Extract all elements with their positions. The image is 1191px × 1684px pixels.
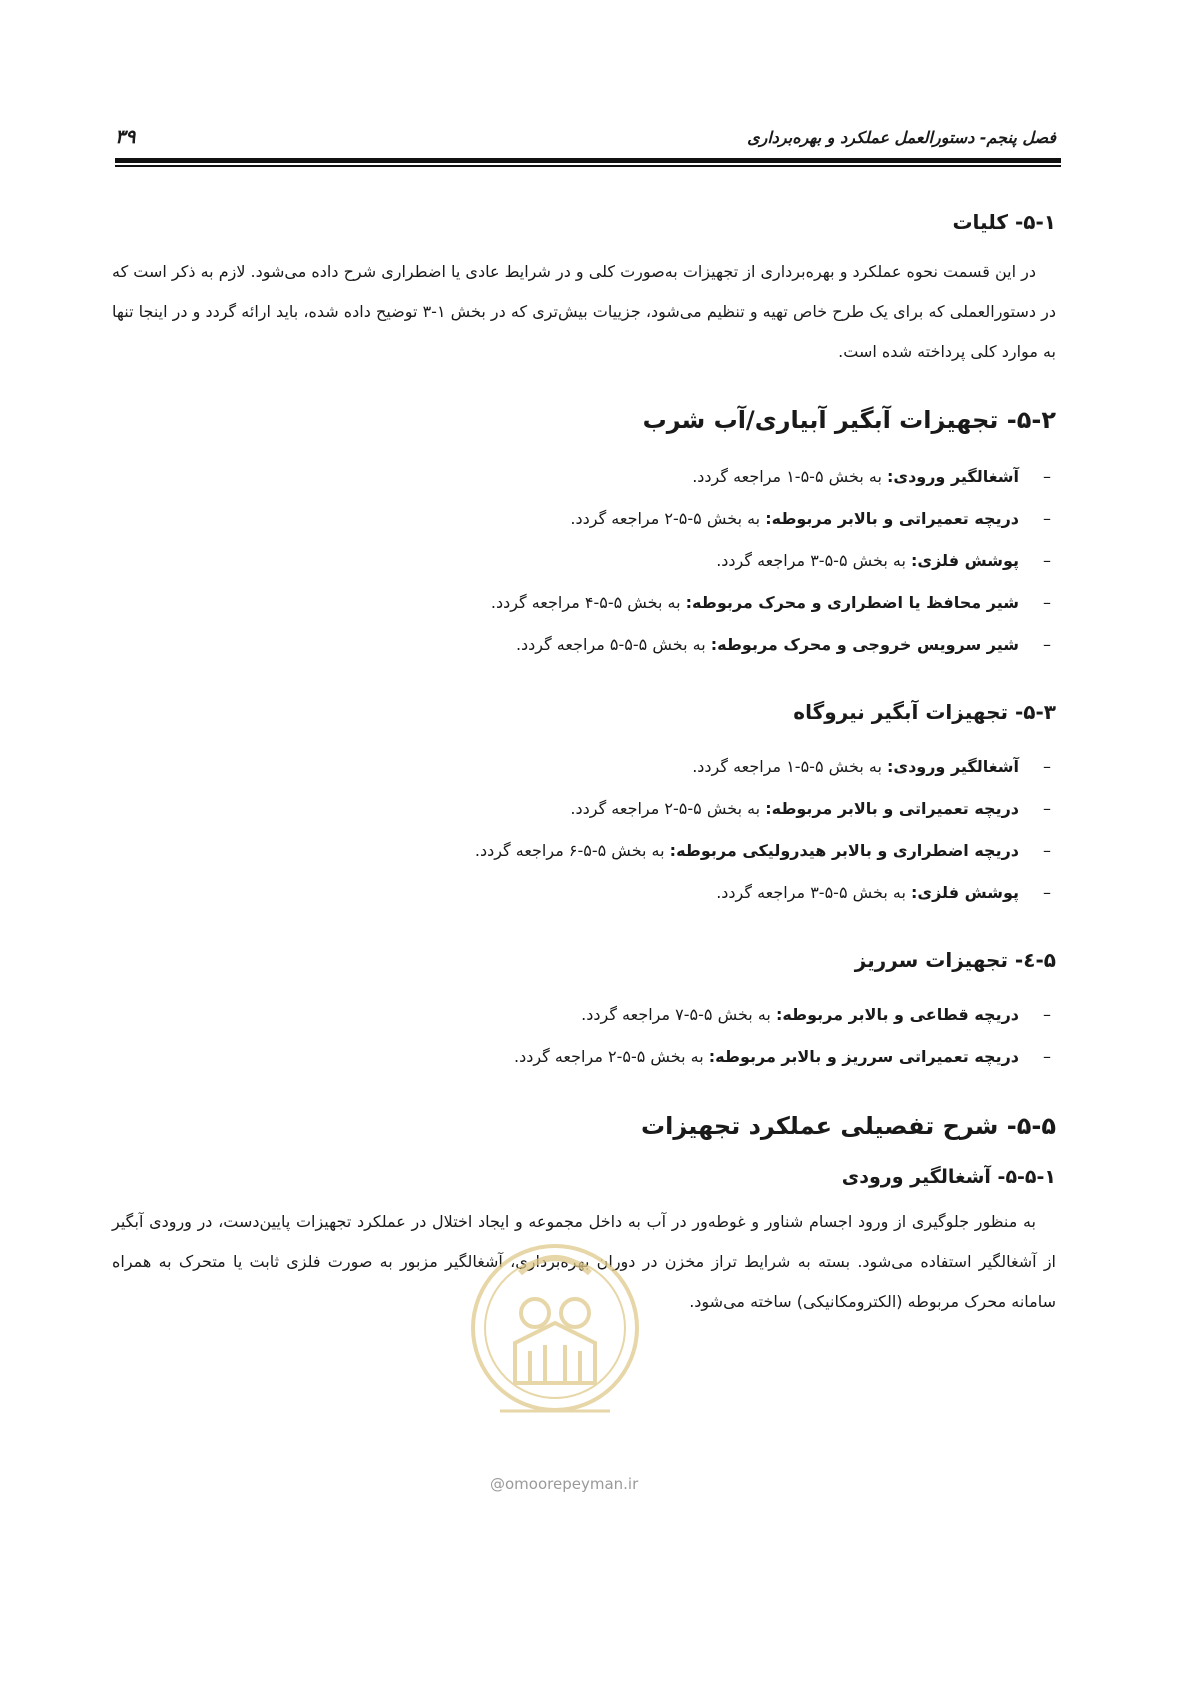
subsection-5-5-1-paragraph: به منظور جلوگیری از ورود اجسام شناور و غوطه‌ور در آب به داخل مجموعه و ایجاد اختلال در عملکرد تجهیزات پایین‌دست، در ورودی آبگیر از آشغالگیر استفاده می‌شود. بسته به شرایط تراز مخزن در دوران بهره‌برداری، آشغالگیر مزبور به صورت فلزی ثابت یا متحرک به همراه سامانه محرک مربوطه (الکترومکانیکی) ساخته می‌شود.: [112, 1212, 1056, 1311]
list-item-term: شیر سرویس خروجی و محرک مربوطه:: [710, 635, 1019, 654]
list-item-text: به بخش ۵-۵-۱ مراجعه گردد.: [692, 757, 887, 776]
list-item: [112, 830, 1051, 872]
list-item: [112, 456, 1051, 498]
dash-bullet: –: [1043, 1047, 1051, 1066]
list-item-text: به بخش ۵-۵-۳ مراجعه گردد.: [716, 883, 912, 902]
section-5-2-list: [112, 456, 1056, 666]
list-item-term: دریچه تعمیراتی و بالابر مربوطه:: [765, 799, 1019, 818]
list-item-text: به بخش ۵-۵-۲ مراجعه گردد.: [513, 1047, 709, 1066]
dash-bullet: –: [1043, 1005, 1051, 1024]
dash-bullet: –: [1043, 757, 1051, 776]
list-item: [112, 994, 1051, 1036]
dash-bullet: –: [1043, 551, 1051, 570]
list-item: [112, 582, 1051, 624]
dash-bullet: –: [1043, 799, 1051, 818]
section-heading-5-3: ۵-۳- تجهیزات آبگیر نیروگاه: [793, 700, 1056, 724]
section-heading-5-1: ۵-۱- کلیات: [952, 210, 1056, 234]
dash-bullet: –: [1043, 841, 1051, 860]
list-item: [112, 1036, 1051, 1078]
dash-bullet: –: [1043, 593, 1051, 612]
section-5-1-paragraph: در این قسمت نحوه عملکرد و بهره‌برداری از تجهیزات به‌صورت کلی و در شرایط عادی یا اضطراری شرح داده می‌شود. لازم به ذکر است که در دستورالعملی که برای یک طرح خاص تهیه و تنظیم می‌شود، جزییات بیش‌تری که در بخش ۱-۳ توضیح داده شده، باید ارائه گردد و در اینجا تنها به موارد کلی پرداخته شده است.: [112, 262, 1057, 361]
list-item: [112, 498, 1051, 540]
seal-watermark-icon: [460, 1233, 650, 1453]
page-body: [112, 210, 1056, 1322]
section-heading-5-5: ۵-۵- شرح تفصیلی عملکرد تجهیزات: [641, 1112, 1056, 1140]
list-item-text: به بخش ۵-۵-۳ مراجعه گردد.: [716, 551, 912, 570]
list-item-text: به بخش ۵-۵-۵ مراجعه گردد.: [515, 635, 711, 654]
list-item-text: به بخش ۵-۵-۷ مراجعه گردد.: [581, 1005, 776, 1024]
section-5-4-list: [112, 994, 1056, 1078]
list-item: [112, 872, 1051, 914]
list-item-term: پوشش فلزی:: [911, 883, 1019, 902]
list-item: [112, 624, 1051, 666]
dash-bullet: –: [1043, 509, 1051, 528]
list-item-term: دریچه تعمیراتی و بالابر مربوطه:: [765, 509, 1019, 528]
page-number: ۳۹: [115, 126, 136, 148]
dash-bullet: –: [1043, 467, 1051, 486]
list-item-term: آشغالگیر ورودی:: [887, 757, 1019, 776]
list-item-term: دریچه قطاعی و بالابر مربوطه:: [775, 1005, 1019, 1024]
section-heading-5-4: ۵-٤- تجهیزات سرریز: [854, 948, 1056, 972]
header-rule-thin: [115, 165, 1061, 167]
list-item-term: دریچه اضطراری و بالابر هیدرولیکی مربوطه:: [669, 841, 1019, 860]
list-item-term: شیر محافظ یا اضطراری و محرک مربوطه:: [685, 593, 1019, 612]
list-item-term: پوشش فلزی:: [911, 551, 1019, 570]
list-item-text: به بخش ۵-۵-۲ مراجعه گردد.: [570, 509, 766, 528]
list-item-term: آشغالگیر ورودی:: [887, 467, 1019, 486]
watermark-url: @omoorepeyman.ir: [490, 1475, 639, 1493]
list-item: [112, 746, 1051, 788]
list-item-text: به بخش ۵-۵-۲ مراجعه گردد.: [570, 799, 766, 818]
section-5-3-list: [112, 746, 1056, 914]
list-item-term: دریچه تعمیراتی سرریز و بالابر مربوطه:: [708, 1047, 1019, 1066]
list-item: [112, 540, 1051, 582]
subsection-heading-5-5-1: ۵-۵-۱- آشغالگیر ورودی: [841, 1166, 1056, 1188]
list-item-text: به بخش ۵-۵-۴ مراجعه گردد.: [490, 593, 686, 612]
running-title: فصل پنجم- دستورالعمل عملکرد و بهره‌برداری: [747, 128, 1056, 147]
list-item-text: به بخش ۵-۵-۱ مراجعه گردد.: [692, 467, 887, 486]
list-item: [112, 788, 1051, 830]
section-heading-5-2: ۵-۲- تجهیزات آبگیر آبیاری/آب شرب: [642, 406, 1056, 434]
dash-bullet: –: [1043, 635, 1051, 654]
dash-bullet: –: [1043, 883, 1051, 902]
header-rule-thick: [115, 158, 1061, 163]
list-item-text: به بخش ۵-۵-۶ مراجعه گردد.: [474, 841, 670, 860]
